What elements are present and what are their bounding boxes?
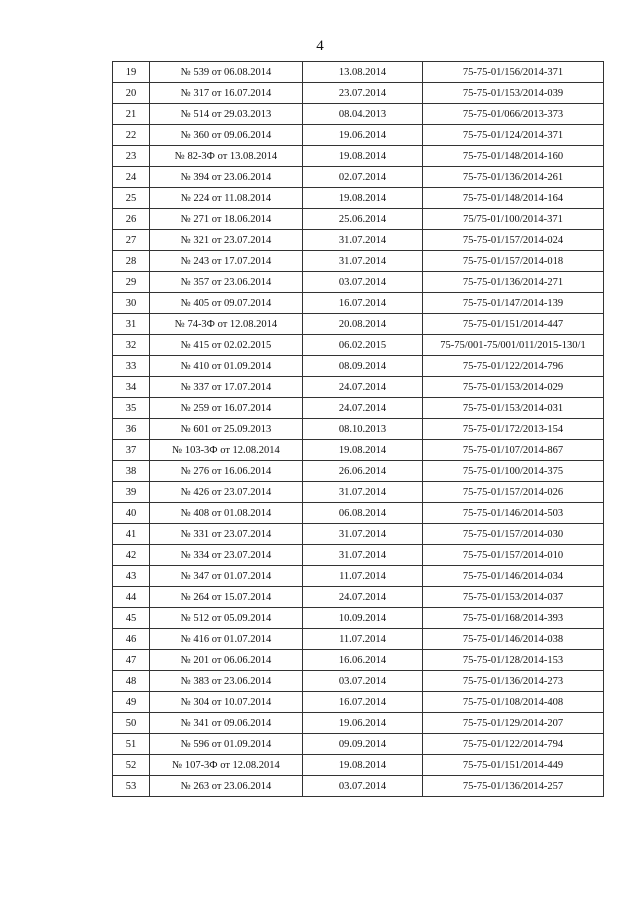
registration-date-cell: 06.08.2014 [303, 503, 423, 524]
table-row [113, 629, 604, 650]
row-number-cell: 27 [113, 230, 150, 251]
registration-number-cell: 75-75-01/148/2014-164 [423, 188, 604, 209]
row-number-cell: 46 [113, 629, 150, 650]
registration-date-cell: 24.07.2014 [303, 377, 423, 398]
registration-date-cell: 23.07.2014 [303, 83, 423, 104]
registration-number-cell: 75-75-01/157/2014-026 [423, 482, 604, 503]
row-number-cell: 38 [113, 461, 150, 482]
table-row [113, 650, 604, 671]
table-row [113, 62, 604, 83]
registration-date-cell: 26.06.2014 [303, 461, 423, 482]
registration-number-cell: 75-75-01/136/2014-257 [423, 776, 604, 797]
registry-table [112, 61, 604, 797]
registration-number-cell: 75-75-01/157/2014-024 [423, 230, 604, 251]
registration-number-cell: 75-75-01/157/2014-010 [423, 545, 604, 566]
registration-number-cell: 75-75-01/107/2014-867 [423, 440, 604, 461]
table-row [113, 671, 604, 692]
document-cell: № 271 от 18.06.2014 [150, 209, 303, 230]
document-cell: № 304 от 10.07.2014 [150, 692, 303, 713]
table-row [113, 461, 604, 482]
row-number-cell: 41 [113, 524, 150, 545]
registration-date-cell: 31.07.2014 [303, 230, 423, 251]
table-row [113, 608, 604, 629]
table-row [113, 314, 604, 335]
registration-date-cell: 19.06.2014 [303, 713, 423, 734]
registration-number-cell: 75-75-01/151/2014-447 [423, 314, 604, 335]
registration-number-cell: 75-75-01/136/2014-273 [423, 671, 604, 692]
table-row [113, 776, 604, 797]
document-cell: № 347 от 01.07.2014 [150, 566, 303, 587]
document-cell: № 224 от 11.08.2014 [150, 188, 303, 209]
table-row [113, 272, 604, 293]
registration-number-cell: 75-75-01/128/2014-153 [423, 650, 604, 671]
row-number-cell: 40 [113, 503, 150, 524]
row-number-cell: 36 [113, 419, 150, 440]
row-number-cell: 53 [113, 776, 150, 797]
registration-number-cell: 75-75-01/157/2014-030 [423, 524, 604, 545]
registration-number-cell: 75-75-01/136/2014-261 [423, 167, 604, 188]
registration-number-cell: 75-75-01/153/2014-037 [423, 587, 604, 608]
document-cell: № 514 от 29.03.2013 [150, 104, 303, 125]
row-number-cell: 25 [113, 188, 150, 209]
document-cell: № 82-3Ф от 13.08.2014 [150, 146, 303, 167]
registration-number-cell: 75-75-01/147/2014-139 [423, 293, 604, 314]
document-cell: № 360 от 09.06.2014 [150, 125, 303, 146]
document-cell: № 410 от 01.09.2014 [150, 356, 303, 377]
row-number-cell: 20 [113, 83, 150, 104]
document-cell: № 321 от 23.07.2014 [150, 230, 303, 251]
table-row [113, 587, 604, 608]
registration-number-cell: 75/75-01/100/2014-371 [423, 209, 604, 230]
table-row [113, 755, 604, 776]
registration-number-cell: 75-75-01/172/2013-154 [423, 419, 604, 440]
registration-date-cell: 19.08.2014 [303, 440, 423, 461]
registration-date-cell: 31.07.2014 [303, 482, 423, 503]
row-number-cell: 22 [113, 125, 150, 146]
table-row [113, 167, 604, 188]
registration-number-cell: 75-75-01/129/2014-207 [423, 713, 604, 734]
registry-table-body [113, 62, 604, 797]
registration-number-cell: 75-75-01/124/2014-371 [423, 125, 604, 146]
table-row [113, 377, 604, 398]
document-cell: № 357 от 23.06.2014 [150, 272, 303, 293]
document-cell: № 394 от 23.06.2014 [150, 167, 303, 188]
document-cell: № 74-3Ф от 12.08.2014 [150, 314, 303, 335]
registration-date-cell: 11.07.2014 [303, 566, 423, 587]
registration-date-cell: 20.08.2014 [303, 314, 423, 335]
row-number-cell: 31 [113, 314, 150, 335]
row-number-cell: 26 [113, 209, 150, 230]
row-number-cell: 23 [113, 146, 150, 167]
document-cell: № 415 от 02.02.2015 [150, 335, 303, 356]
row-number-cell: 52 [113, 755, 150, 776]
registration-date-cell: 19.06.2014 [303, 125, 423, 146]
table-row [113, 503, 604, 524]
registration-date-cell: 19.08.2014 [303, 146, 423, 167]
document-cell: № 341 от 09.06.2014 [150, 713, 303, 734]
table-row [113, 335, 604, 356]
row-number-cell: 28 [113, 251, 150, 272]
row-number-cell: 45 [113, 608, 150, 629]
registration-number-cell: 75-75-01/146/2014-038 [423, 629, 604, 650]
registration-date-cell: 03.07.2014 [303, 776, 423, 797]
table-row [113, 566, 604, 587]
table-row [113, 83, 604, 104]
registration-number-cell: 75-75-01/151/2014-449 [423, 755, 604, 776]
document-cell: № 426 от 23.07.2014 [150, 482, 303, 503]
document-cell: № 103-3Ф от 12.08.2014 [150, 440, 303, 461]
document-cell: № 405 от 09.07.2014 [150, 293, 303, 314]
table-row [113, 125, 604, 146]
table-row [113, 419, 604, 440]
table-row [113, 692, 604, 713]
document-cell: № 334 от 23.07.2014 [150, 545, 303, 566]
registration-number-cell: 75-75-01/122/2014-796 [423, 356, 604, 377]
document-cell: № 107-3Ф от 12.08.2014 [150, 755, 303, 776]
document-cell: № 201 от 06.06.2014 [150, 650, 303, 671]
document-cell: № 416 от 01.07.2014 [150, 629, 303, 650]
document-cell: № 337 от 17.07.2014 [150, 377, 303, 398]
table-row [113, 146, 604, 167]
table-row [113, 251, 604, 272]
document-cell: № 243 от 17.07.2014 [150, 251, 303, 272]
document-cell: № 408 от 01.08.2014 [150, 503, 303, 524]
row-number-cell: 49 [113, 692, 150, 713]
registration-number-cell: 75-75-01/156/2014-371 [423, 62, 604, 83]
registration-number-cell: 75-75-01/108/2014-408 [423, 692, 604, 713]
row-number-cell: 33 [113, 356, 150, 377]
document-cell: № 512 от 05.09.2014 [150, 608, 303, 629]
registration-date-cell: 31.07.2014 [303, 545, 423, 566]
registration-date-cell: 09.09.2014 [303, 734, 423, 755]
row-number-cell: 37 [113, 440, 150, 461]
table-row [113, 209, 604, 230]
registration-date-cell: 19.08.2014 [303, 188, 423, 209]
row-number-cell: 19 [113, 62, 150, 83]
row-number-cell: 47 [113, 650, 150, 671]
registration-number-cell: 75-75-01/157/2014-018 [423, 251, 604, 272]
registration-date-cell: 31.07.2014 [303, 524, 423, 545]
document-cell: № 383 от 23.06.2014 [150, 671, 303, 692]
table-row [113, 545, 604, 566]
registration-date-cell: 24.07.2014 [303, 587, 423, 608]
row-number-cell: 48 [113, 671, 150, 692]
document-cell: № 539 от 06.08.2014 [150, 62, 303, 83]
registration-date-cell: 25.06.2014 [303, 209, 423, 230]
registration-date-cell: 08.09.2014 [303, 356, 423, 377]
table-row [113, 524, 604, 545]
registration-number-cell: 75-75-01/153/2014-031 [423, 398, 604, 419]
registration-date-cell: 19.08.2014 [303, 755, 423, 776]
registration-date-cell: 31.07.2014 [303, 251, 423, 272]
registration-number-cell: 75-75-01/153/2014-029 [423, 377, 604, 398]
table-row [113, 482, 604, 503]
registration-date-cell: 24.07.2014 [303, 398, 423, 419]
registration-date-cell: 13.08.2014 [303, 62, 423, 83]
document-cell: № 596 от 01.09.2014 [150, 734, 303, 755]
page-number: 4 [316, 38, 324, 54]
document-cell: № 317 от 16.07.2014 [150, 83, 303, 104]
table-row [113, 104, 604, 125]
registration-date-cell: 03.07.2014 [303, 671, 423, 692]
registration-number-cell: 75-75-01/168/2014-393 [423, 608, 604, 629]
row-number-cell: 34 [113, 377, 150, 398]
document-cell: № 264 от 15.07.2014 [150, 587, 303, 608]
registration-number-cell: 75-75-01/066/2013-373 [423, 104, 604, 125]
registration-number-cell: 75-75-01/100/2014-375 [423, 461, 604, 482]
row-number-cell: 39 [113, 482, 150, 503]
document-cell: № 259 от 16.07.2014 [150, 398, 303, 419]
row-number-cell: 30 [113, 293, 150, 314]
registration-date-cell: 16.06.2014 [303, 650, 423, 671]
row-number-cell: 50 [113, 713, 150, 734]
table-row [113, 734, 604, 755]
table-row [113, 188, 604, 209]
registration-date-cell: 08.10.2013 [303, 419, 423, 440]
registration-date-cell: 02.07.2014 [303, 167, 423, 188]
registration-number-cell: 75-75/001-75/001/011/2015-130/1 [423, 335, 604, 356]
document-cell: № 276 от 16.06.2014 [150, 461, 303, 482]
registration-number-cell: 75-75-01/146/2014-034 [423, 566, 604, 587]
row-number-cell: 43 [113, 566, 150, 587]
registration-date-cell: 03.07.2014 [303, 272, 423, 293]
document-cell: № 601 от 25.09.2013 [150, 419, 303, 440]
row-number-cell: 42 [113, 545, 150, 566]
row-number-cell: 35 [113, 398, 150, 419]
row-number-cell: 24 [113, 167, 150, 188]
registration-date-cell: 11.07.2014 [303, 629, 423, 650]
table-row [113, 713, 604, 734]
registration-date-cell: 08.04.2013 [303, 104, 423, 125]
table-row [113, 356, 604, 377]
registration-number-cell: 75-75-01/146/2014-503 [423, 503, 604, 524]
row-number-cell: 51 [113, 734, 150, 755]
registration-number-cell: 75-75-01/153/2014-039 [423, 83, 604, 104]
document-cell: № 263 от 23.06.2014 [150, 776, 303, 797]
registration-date-cell: 06.02.2015 [303, 335, 423, 356]
registration-number-cell: 75-75-01/136/2014-271 [423, 272, 604, 293]
row-number-cell: 32 [113, 335, 150, 356]
table-row [113, 293, 604, 314]
row-number-cell: 44 [113, 587, 150, 608]
row-number-cell: 21 [113, 104, 150, 125]
document-cell: № 331 от 23.07.2014 [150, 524, 303, 545]
registration-date-cell: 16.07.2014 [303, 293, 423, 314]
table-row [113, 440, 604, 461]
registration-number-cell: 75-75-01/148/2014-160 [423, 146, 604, 167]
registration-date-cell: 16.07.2014 [303, 692, 423, 713]
table-row [113, 398, 604, 419]
registration-date-cell: 10.09.2014 [303, 608, 423, 629]
row-number-cell: 29 [113, 272, 150, 293]
table-row [113, 230, 604, 251]
registration-number-cell: 75-75-01/122/2014-794 [423, 734, 604, 755]
